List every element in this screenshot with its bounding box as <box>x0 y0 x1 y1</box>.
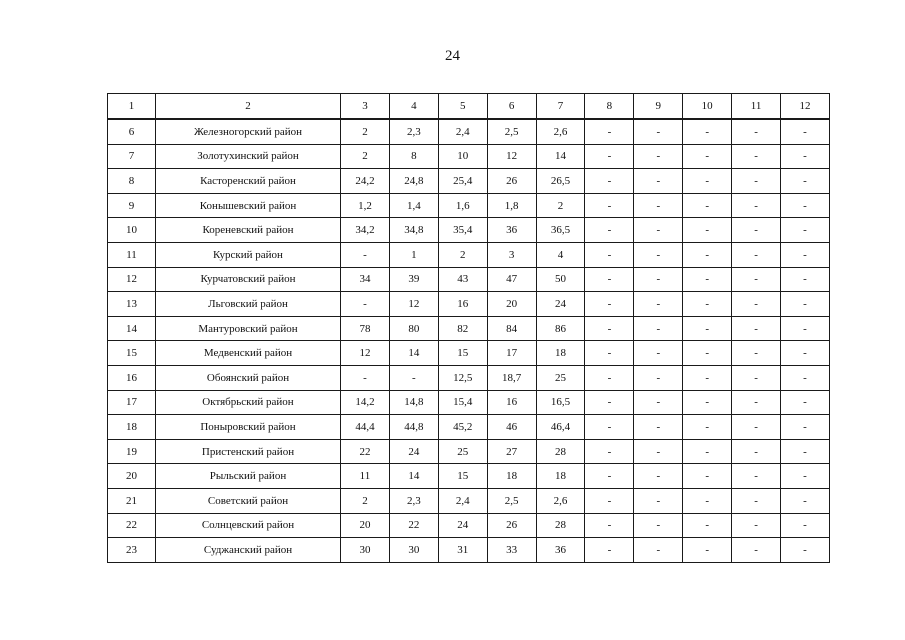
value-cell-col-11: - <box>732 267 781 292</box>
table-row <box>108 415 830 440</box>
value-cell-col-3: 20 <box>341 513 390 538</box>
value-cell-col-10: - <box>683 119 732 144</box>
district-name-cell: Конышевский район <box>156 193 341 218</box>
row-number-cell: 18 <box>108 415 156 440</box>
value-cell-col-7: 86 <box>536 316 585 341</box>
district-name-cell: Октябрьский район <box>156 390 341 415</box>
value-cell-col-10: - <box>683 464 732 489</box>
value-cell-col-8: - <box>585 365 634 390</box>
value-cell-col-11: - <box>732 169 781 194</box>
value-cell-col-7: 28 <box>536 439 585 464</box>
page-number: 24 <box>445 48 460 64</box>
value-cell-col-8: - <box>585 464 634 489</box>
district-data-table <box>107 93 830 563</box>
table-row <box>108 218 830 243</box>
row-number-cell: 23 <box>108 538 156 563</box>
table-row <box>108 488 830 513</box>
table-row <box>108 292 830 317</box>
row-number-cell: 9 <box>108 193 156 218</box>
row-number-cell: 11 <box>108 242 156 267</box>
value-cell-col-10: - <box>683 218 732 243</box>
district-name-cell: Обоянский район <box>156 365 341 390</box>
column-header-12: 12 <box>781 94 830 120</box>
value-cell-col-4: 8 <box>389 144 438 169</box>
row-number-cell: 13 <box>108 292 156 317</box>
column-header-2: 2 <box>156 94 341 120</box>
column-header-5: 5 <box>438 94 487 120</box>
district-name-cell: Медвенский район <box>156 341 341 366</box>
value-cell-col-10: - <box>683 365 732 390</box>
value-cell-col-11: - <box>732 119 781 144</box>
value-cell-col-11: - <box>732 316 781 341</box>
value-cell-col-4: 34,8 <box>389 218 438 243</box>
district-name-cell: Касторенский район <box>156 169 341 194</box>
value-cell-col-6: 46 <box>487 415 536 440</box>
value-cell-col-3: - <box>341 242 390 267</box>
table-row <box>108 193 830 218</box>
value-cell-col-10: - <box>683 316 732 341</box>
value-cell-col-12: - <box>781 488 830 513</box>
value-cell-col-8: - <box>585 144 634 169</box>
value-cell-col-11: - <box>732 292 781 317</box>
value-cell-col-4: 14 <box>389 464 438 489</box>
value-cell-col-7: 16,5 <box>536 390 585 415</box>
district-name-cell: Солнцевский район <box>156 513 341 538</box>
value-cell-col-12: - <box>781 341 830 366</box>
row-number-cell: 12 <box>108 267 156 292</box>
value-cell-col-3: - <box>341 292 390 317</box>
value-cell-col-6: 20 <box>487 292 536 317</box>
value-cell-col-9: - <box>634 316 683 341</box>
value-cell-col-8: - <box>585 193 634 218</box>
value-cell-col-7: 26,5 <box>536 169 585 194</box>
value-cell-col-10: - <box>683 169 732 194</box>
district-name-cell: Льговский район <box>156 292 341 317</box>
value-cell-col-11: - <box>732 144 781 169</box>
value-cell-col-3: 34,2 <box>341 218 390 243</box>
table-row <box>108 316 830 341</box>
district-name-cell: Курский район <box>156 242 341 267</box>
value-cell-col-3: 44,4 <box>341 415 390 440</box>
value-cell-col-6: 1,8 <box>487 193 536 218</box>
row-number-cell: 7 <box>108 144 156 169</box>
row-number-cell: 8 <box>108 169 156 194</box>
row-number-cell: 16 <box>108 365 156 390</box>
value-cell-col-10: - <box>683 242 732 267</box>
value-cell-col-5: 1,6 <box>438 193 487 218</box>
value-cell-col-5: 16 <box>438 292 487 317</box>
table-row <box>108 169 830 194</box>
value-cell-col-10: - <box>683 390 732 415</box>
value-cell-col-9: - <box>634 267 683 292</box>
value-cell-col-12: - <box>781 119 830 144</box>
value-cell-col-6: 26 <box>487 169 536 194</box>
value-cell-col-7: 2,6 <box>536 119 585 144</box>
value-cell-col-12: - <box>781 513 830 538</box>
value-cell-col-4: 2,3 <box>389 119 438 144</box>
value-cell-col-5: 2 <box>438 242 487 267</box>
value-cell-col-8: - <box>585 119 634 144</box>
value-cell-col-6: 2,5 <box>487 119 536 144</box>
value-cell-col-6: 16 <box>487 390 536 415</box>
value-cell-col-6: 26 <box>487 513 536 538</box>
column-header-10: 10 <box>683 94 732 120</box>
value-cell-col-4: - <box>389 365 438 390</box>
value-cell-col-6: 27 <box>487 439 536 464</box>
row-number-cell: 22 <box>108 513 156 538</box>
value-cell-col-11: - <box>732 390 781 415</box>
value-cell-col-11: - <box>732 464 781 489</box>
value-cell-col-8: - <box>585 316 634 341</box>
value-cell-col-5: 45,2 <box>438 415 487 440</box>
value-cell-col-12: - <box>781 218 830 243</box>
value-cell-col-9: - <box>634 218 683 243</box>
value-cell-col-5: 2,4 <box>438 488 487 513</box>
value-cell-col-5: 15,4 <box>438 390 487 415</box>
value-cell-col-12: - <box>781 464 830 489</box>
value-cell-col-5: 35,4 <box>438 218 487 243</box>
value-cell-col-7: 18 <box>536 464 585 489</box>
value-cell-col-7: 46,4 <box>536 415 585 440</box>
value-cell-col-10: - <box>683 144 732 169</box>
value-cell-col-6: 3 <box>487 242 536 267</box>
value-cell-col-10: - <box>683 513 732 538</box>
value-cell-col-7: 36 <box>536 538 585 563</box>
value-cell-col-5: 15 <box>438 341 487 366</box>
value-cell-col-11: - <box>732 365 781 390</box>
district-name-cell: Рыльский район <box>156 464 341 489</box>
value-cell-col-3: 30 <box>341 538 390 563</box>
value-cell-col-9: - <box>634 242 683 267</box>
value-cell-col-10: - <box>683 488 732 513</box>
value-cell-col-6: 17 <box>487 341 536 366</box>
value-cell-col-4: 1 <box>389 242 438 267</box>
row-number-cell: 14 <box>108 316 156 341</box>
value-cell-col-11: - <box>732 218 781 243</box>
table-header-row <box>108 94 830 120</box>
value-cell-col-9: - <box>634 193 683 218</box>
value-cell-col-12: - <box>781 538 830 563</box>
value-cell-col-9: - <box>634 144 683 169</box>
value-cell-col-7: 2,6 <box>536 488 585 513</box>
value-cell-col-5: 31 <box>438 538 487 563</box>
row-number-cell: 21 <box>108 488 156 513</box>
value-cell-col-5: 10 <box>438 144 487 169</box>
value-cell-col-5: 25 <box>438 439 487 464</box>
value-cell-col-12: - <box>781 415 830 440</box>
value-cell-col-8: - <box>585 341 634 366</box>
value-cell-col-8: - <box>585 488 634 513</box>
column-header-11: 11 <box>732 94 781 120</box>
table-row <box>108 464 830 489</box>
column-header-6: 6 <box>487 94 536 120</box>
value-cell-col-9: - <box>634 488 683 513</box>
row-number-cell: 15 <box>108 341 156 366</box>
row-number-cell: 20 <box>108 464 156 489</box>
value-cell-col-11: - <box>732 538 781 563</box>
district-name-cell: Курчатовский район <box>156 267 341 292</box>
value-cell-col-4: 12 <box>389 292 438 317</box>
value-cell-col-6: 33 <box>487 538 536 563</box>
value-cell-col-4: 80 <box>389 316 438 341</box>
value-cell-col-12: - <box>781 316 830 341</box>
value-cell-col-7: 4 <box>536 242 585 267</box>
table-row <box>108 119 830 144</box>
value-cell-col-8: - <box>585 439 634 464</box>
value-cell-col-12: - <box>781 144 830 169</box>
value-cell-col-11: - <box>732 439 781 464</box>
value-cell-col-4: 44,8 <box>389 415 438 440</box>
value-cell-col-11: - <box>732 513 781 538</box>
value-cell-col-12: - <box>781 169 830 194</box>
table-row <box>108 538 830 563</box>
value-cell-col-3: 12 <box>341 341 390 366</box>
value-cell-col-9: - <box>634 341 683 366</box>
value-cell-col-7: 28 <box>536 513 585 538</box>
table-row <box>108 439 830 464</box>
value-cell-col-8: - <box>585 267 634 292</box>
table-row <box>108 144 830 169</box>
value-cell-col-8: - <box>585 415 634 440</box>
column-header-1: 1 <box>108 94 156 120</box>
value-cell-col-9: - <box>634 365 683 390</box>
district-name-cell: Золотухинский район <box>156 144 341 169</box>
value-cell-col-5: 43 <box>438 267 487 292</box>
value-cell-col-7: 24 <box>536 292 585 317</box>
district-name-cell: Мантуровский район <box>156 316 341 341</box>
value-cell-col-4: 14,8 <box>389 390 438 415</box>
value-cell-col-6: 84 <box>487 316 536 341</box>
value-cell-col-12: - <box>781 242 830 267</box>
district-name-cell: Пристенский район <box>156 439 341 464</box>
value-cell-col-6: 47 <box>487 267 536 292</box>
value-cell-col-3: 11 <box>341 464 390 489</box>
value-cell-col-11: - <box>732 193 781 218</box>
value-cell-col-4: 24,8 <box>389 169 438 194</box>
value-cell-col-10: - <box>683 267 732 292</box>
value-cell-col-4: 24 <box>389 439 438 464</box>
value-cell-col-7: 14 <box>536 144 585 169</box>
district-name-cell: Суджанский район <box>156 538 341 563</box>
column-header-8: 8 <box>585 94 634 120</box>
value-cell-col-11: - <box>732 415 781 440</box>
value-cell-col-10: - <box>683 341 732 366</box>
value-cell-col-10: - <box>683 292 732 317</box>
value-cell-col-4: 2,3 <box>389 488 438 513</box>
value-cell-col-7: 36,5 <box>536 218 585 243</box>
value-cell-col-3: - <box>341 365 390 390</box>
value-cell-col-4: 22 <box>389 513 438 538</box>
value-cell-col-6: 2,5 <box>487 488 536 513</box>
value-cell-col-3: 22 <box>341 439 390 464</box>
value-cell-col-3: 34 <box>341 267 390 292</box>
value-cell-col-5: 25,4 <box>438 169 487 194</box>
table-row <box>108 513 830 538</box>
value-cell-col-7: 25 <box>536 365 585 390</box>
value-cell-col-12: - <box>781 193 830 218</box>
table-row <box>108 390 830 415</box>
value-cell-col-4: 39 <box>389 267 438 292</box>
value-cell-col-5: 82 <box>438 316 487 341</box>
value-cell-col-3: 14,2 <box>341 390 390 415</box>
column-header-3: 3 <box>341 94 390 120</box>
value-cell-col-11: - <box>732 488 781 513</box>
value-cell-col-6: 18,7 <box>487 365 536 390</box>
value-cell-col-5: 24 <box>438 513 487 538</box>
value-cell-col-8: - <box>585 169 634 194</box>
value-cell-col-3: 78 <box>341 316 390 341</box>
value-cell-col-12: - <box>781 390 830 415</box>
value-cell-col-12: - <box>781 365 830 390</box>
value-cell-col-3: 2 <box>341 488 390 513</box>
value-cell-col-9: - <box>634 119 683 144</box>
value-cell-col-8: - <box>585 218 634 243</box>
value-cell-col-12: - <box>781 292 830 317</box>
value-cell-col-10: - <box>683 415 732 440</box>
district-name-cell: Советский район <box>156 488 341 513</box>
row-number-cell: 10 <box>108 218 156 243</box>
value-cell-col-9: - <box>634 169 683 194</box>
value-cell-col-9: - <box>634 513 683 538</box>
value-cell-col-6: 12 <box>487 144 536 169</box>
district-name-cell: Железногорский район <box>156 119 341 144</box>
value-cell-col-3: 2 <box>341 119 390 144</box>
value-cell-col-7: 2 <box>536 193 585 218</box>
column-header-4: 4 <box>389 94 438 120</box>
column-header-9: 9 <box>634 94 683 120</box>
value-cell-col-5: 15 <box>438 464 487 489</box>
table-row <box>108 267 830 292</box>
value-cell-col-12: - <box>781 439 830 464</box>
value-cell-col-11: - <box>732 341 781 366</box>
row-number-cell: 17 <box>108 390 156 415</box>
table-row <box>108 242 830 267</box>
value-cell-col-10: - <box>683 439 732 464</box>
value-cell-col-9: - <box>634 439 683 464</box>
value-cell-col-3: 1,2 <box>341 193 390 218</box>
value-cell-col-8: - <box>585 292 634 317</box>
value-cell-col-8: - <box>585 513 634 538</box>
value-cell-col-6: 18 <box>487 464 536 489</box>
value-cell-col-7: 50 <box>536 267 585 292</box>
value-cell-col-10: - <box>683 538 732 563</box>
value-cell-col-3: 2 <box>341 144 390 169</box>
value-cell-col-12: - <box>781 267 830 292</box>
value-cell-col-9: - <box>634 415 683 440</box>
table-body <box>108 119 830 562</box>
value-cell-col-9: - <box>634 464 683 489</box>
value-cell-col-5: 2,4 <box>438 119 487 144</box>
value-cell-col-8: - <box>585 390 634 415</box>
value-cell-col-4: 14 <box>389 341 438 366</box>
value-cell-col-9: - <box>634 390 683 415</box>
value-cell-col-10: - <box>683 193 732 218</box>
value-cell-col-5: 12,5 <box>438 365 487 390</box>
value-cell-col-4: 30 <box>389 538 438 563</box>
table-row <box>108 341 830 366</box>
value-cell-col-7: 18 <box>536 341 585 366</box>
value-cell-col-4: 1,4 <box>389 193 438 218</box>
row-number-cell: 6 <box>108 119 156 144</box>
column-header-7: 7 <box>536 94 585 120</box>
value-cell-col-3: 24,2 <box>341 169 390 194</box>
value-cell-col-6: 36 <box>487 218 536 243</box>
district-name-cell: Кореневский район <box>156 218 341 243</box>
value-cell-col-8: - <box>585 538 634 563</box>
value-cell-col-9: - <box>634 292 683 317</box>
district-name-cell: Поныровский район <box>156 415 341 440</box>
value-cell-col-8: - <box>585 242 634 267</box>
value-cell-col-11: - <box>732 242 781 267</box>
table-row <box>108 365 830 390</box>
row-number-cell: 19 <box>108 439 156 464</box>
value-cell-col-9: - <box>634 538 683 563</box>
